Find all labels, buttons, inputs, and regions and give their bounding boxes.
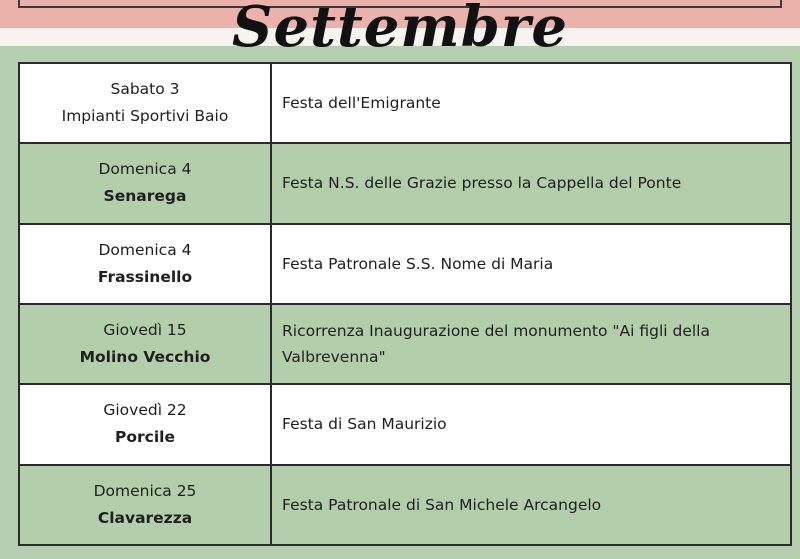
event-title-cell	[272, 466, 790, 544]
event-place: Clavarezza	[97, 508, 193, 527]
event-row	[20, 466, 790, 544]
event-date-cell	[20, 385, 272, 463]
event-row	[20, 225, 790, 305]
event-date-cell	[20, 466, 272, 544]
event-date-cell	[20, 305, 272, 383]
event-title: Festa dell'Emigrante	[282, 94, 441, 113]
event-title: Festa Patronale S.S. Nome di Maria	[282, 254, 554, 273]
event-date: Domenica 4	[98, 240, 192, 259]
event-title-cell	[272, 225, 790, 303]
event-place: Porcile	[115, 428, 175, 447]
event-title-cell	[272, 64, 790, 142]
event-title: Ricorrenza Inaugurazione del monumento "Ai figli della Valbrevenna"	[282, 322, 710, 367]
event-place: Senarega	[103, 187, 187, 206]
event-row	[20, 385, 790, 465]
event-title: Festa Patronale di San Michele Arcangelo	[282, 495, 602, 514]
event-row	[20, 64, 790, 144]
event-place: Molino Vecchio	[79, 348, 211, 367]
event-row	[20, 144, 790, 224]
event-place: Frassinello	[97, 267, 193, 286]
event-row	[20, 305, 790, 385]
event-date: Domenica 4	[98, 160, 192, 179]
event-title-cell	[272, 305, 790, 383]
event-date-cell	[20, 144, 272, 222]
events-table	[18, 62, 792, 546]
event-place: Impianti Sportivi Baio	[61, 107, 229, 126]
month-title	[0, 0, 800, 60]
event-title: Festa N.S. delle Grazie presso la Cappella del Ponte	[282, 174, 682, 193]
event-date: Giovedì 22	[103, 401, 187, 420]
event-date-cell	[20, 225, 272, 303]
event-title: Festa di San Maurizio	[282, 415, 447, 434]
event-title-cell	[272, 385, 790, 463]
event-date: Domenica 25	[93, 481, 197, 500]
event-title-cell	[272, 144, 790, 222]
event-date-cell	[20, 64, 272, 142]
month-title-text: Settembre	[232, 0, 568, 60]
event-date: Sabato 3	[110, 80, 180, 99]
event-date: Giovedì 15	[103, 321, 187, 340]
